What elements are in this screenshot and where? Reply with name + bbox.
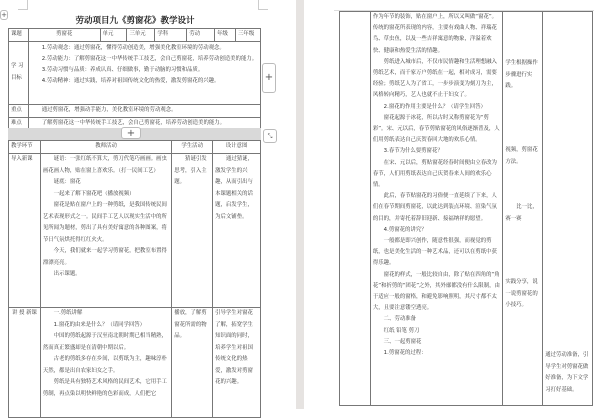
stage-intro: 导入新课: [9, 154, 41, 308]
col-header: 教师活动: [40, 141, 171, 154]
label-subject: 学科: [155, 29, 187, 42]
document-page-2: [304, 0, 600, 409]
teacher-text: 古老的剪纸多存在乡间，以剪纸为主，趣味淳朴天然，都是出自农家妇女之手。: [42, 356, 167, 374]
table-move-handle[interactable]: +: [1, 11, 7, 19]
goal-item: 4.劳动精神：通过实践，培养对祖国传统文化的热爱，激发剪窗花的兴趣。: [41, 77, 220, 84]
stage-cell: [340, 12, 371, 406]
value-subject: 劳动: [187, 29, 215, 42]
teacher-text: 二、劳动准备: [383, 316, 417, 323]
goal-item: 3.劳动习惯与品质：养成认真、仔细做事，勤于动脑的习惯和品质。: [41, 66, 204, 73]
teacher-text: 一起来了解下窗花吧（播放视频）: [53, 190, 135, 197]
process-table-continued: [339, 11, 593, 406]
goal-item: 2.劳动能力：了解剪窗花这一中华传统手工技艺，会自己剪窗花，培养劳动创造美的能力。: [41, 55, 258, 62]
design-intent: 引导学生对窗花了解，拓宽学生知识面的同时，培养学生对祖国传统文化的热爱，激发对剪窗花的兴趣。: [213, 308, 261, 418]
teacher-text: 今天，我们就来一起学习剪窗花，把教室布置得漂漂亮亮。: [42, 248, 167, 266]
teacher-text: 作为年节的装饰，贴在窗户上，所以又叫做“窗花”。传统的窗花所表现的内容，主要有戏曲人物、祥瑞花鸟、草虫鱼，以及一些吉祥寓意的物象，洋溢着欢快、健康和热爱生活的情趣。: [372, 14, 498, 54]
add-row-button[interactable]: +: [121, 127, 141, 139]
teacher-text: 窗花是贴在窗户上的一种剪纸，是我国传统民间艺术表现形式之一。民间手工艺人以现实生活中的所见所闻为题材，剪出了具有美好寓意的各种图案，将节日气氛烘托得红红火火。: [42, 202, 167, 243]
teacher-text: 剪纸是具有独特艺术风格的民间艺术，它用手工剪制，再点染以明快鲜艳的色彩而成，人们把它: [42, 379, 167, 397]
teacher-text: 红纸 铅笔 剪刀: [383, 327, 420, 334]
teacher-text: 3.春节为什么要剪窗花？: [383, 148, 443, 155]
teacher-text: 谜语：一张红纸不算大，剪刀代笔巧画画。画虫画花画人物，贴在窗上喜欢乐。（打一民间工艺）: [42, 156, 167, 174]
table-resize-handle[interactable]: ⤡: [263, 129, 277, 143]
label-unit: 单元: [100, 29, 127, 42]
student-activity: 播放，了解剪窗花所需的物品。: [172, 308, 213, 418]
student-activity: 猜谜引发思考，引入主题。: [172, 154, 213, 308]
goal-item: 1.劳动观念：通过剪窗花，懂得劳动创造美，增强美化教室环境的劳动观念。: [41, 44, 225, 51]
col-header: 学生活动: [172, 141, 213, 154]
teacher-text: 出示课题。: [53, 271, 81, 277]
teacher-text: 窗花的样式，一般比较自由，除了贴在四角的“角花”和折剪的“团花”之外，其外廓都没有什么限制，由于适应一般的窗格，和避免影响照明，其尺寸都不太大，且要注意镂空透亮。: [372, 271, 500, 312]
process-table: [8, 140, 261, 418]
label-topic: 课题: [9, 29, 29, 42]
margin-mark: [18, 0, 28, 10]
margin-mark: [258, 0, 268, 10]
teacher-text: 剪纸进入城市后，不仅市民情趣和生活理想融入剪纸艺术，而千家万户剪纸在一起，相对成习，需要经验；剪纸艺人为了省工，一步步演变为刻刀为主，风格转向精巧，艺人也就不止于妇女了。: [372, 58, 497, 99]
student-activity: 实践分享，说一说剪窗花的小技巧。: [505, 279, 538, 308]
col-header: 教学环节: [9, 141, 41, 154]
info-table: [8, 28, 261, 130]
value-topic: 剪窗花: [28, 29, 100, 42]
teacher-text: 一.剪纸讲解: [53, 310, 83, 316]
difficult-text: 了解剪窗花这一中华传统手工技艺，会自己剪窗花，培养劳动创造美的能力。: [28, 117, 260, 130]
goals-label: 学 习 目标: [9, 41, 29, 104]
student-activity: 视频，剪窗花方法。: [505, 147, 538, 165]
teacher-text: 4.剪窗花的讲究？: [383, 226, 427, 233]
value-unit: 三单元: [127, 29, 155, 42]
col-header: 设计意图: [213, 141, 261, 154]
teacher-text: 窗花起源于冰花，所以古时又称剪窗花为“剪彩”。宋、元以后，春节剪贴窗花的风俗逐渐普及，人们用剪纸表达自己庆贺春回大地的欢乐心情。: [372, 114, 500, 144]
teacher-text: 一般都是即兴创作，随意性很强，而视觉的剪纸，也是美化生活的一种艺术品，还可以在剪纸中获得乐趣。: [372, 238, 497, 267]
teacher-text: 三、一起剪窗花: [383, 338, 422, 345]
page-gap: [296, 0, 304, 409]
student-activity: 学生根据操作步骤进行实践。: [505, 60, 538, 89]
design-intent: 通过劳动准备，引导学生对剪窗花做好准备，为下文学习打好基础。: [545, 352, 589, 393]
teacher-text: 1.剪窗花的过程：: [383, 350, 427, 357]
teacher-text: 中国的剪纸起源于汉至南北朝时期已相当精熟，然而真正繁盛却是在清朝中期以后。: [42, 333, 167, 351]
document-page-1: [0, 0, 296, 409]
student-activity: 比一比，赛一赛: [505, 204, 538, 222]
label-grade: 年级: [215, 29, 236, 42]
teacher-text: 2.窗花的作用主要是什么？（请学生回答）: [383, 103, 486, 110]
value-grade: 三年级: [236, 29, 261, 42]
teacher-text: 谜底：窗花: [53, 179, 81, 185]
teacher-text: 1.窗花的由来是什么？（请同学回答）: [53, 321, 146, 328]
add-column-button[interactable]: +: [262, 63, 276, 93]
teacher-text: 在宋、元以后，剪贴窗花经春时间便由立春改为春节，人们用剪纸表达自己庆贺春来人间的欢乐心情。: [372, 159, 497, 189]
page-title: 劳动项目九《剪窗花》教学设计: [75, 16, 195, 26]
design-intent: 通过猜谜，激发学生的兴趣，从而引出与本课题相关的话题，启发学生，为后文铺垫。: [213, 154, 261, 308]
key-text: 通过剪窗花，增强动手能力，美化教室环境的劳动观念。: [28, 104, 260, 117]
stage-teach: 讲 授 新课: [9, 308, 41, 418]
teacher-text: 此后，春节贴窗花的习俗便一直延续了下来，人们在春节期间剪窗花，以此达到装点环境、渲染气氛的目的，并寄托着辞旧迎新、接福纳祥的愿望。: [372, 193, 497, 222]
key-label: 重点: [9, 104, 29, 117]
difficult-label: 难点: [9, 117, 29, 130]
